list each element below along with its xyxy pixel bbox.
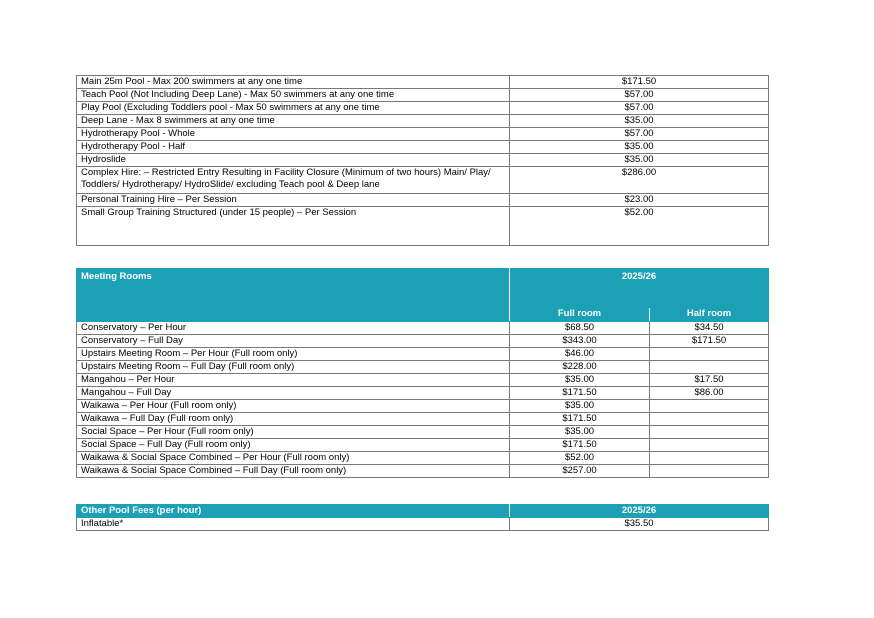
row-full-price: $35.00: [510, 374, 650, 387]
table-row: [77, 207, 769, 246]
row-full-price: $171.50: [510, 387, 650, 400]
other-pool-fees-table: [76, 504, 769, 531]
row-full-price: $35.00: [510, 400, 650, 413]
table-row: [77, 141, 769, 154]
table-row: [77, 89, 769, 102]
table-row: [77, 518, 769, 531]
row-description: Personal Training Hire – Per Session: [77, 194, 510, 207]
table-header-row: [77, 505, 769, 518]
table-row: [77, 374, 769, 387]
row-description: Hydrotherapy Pool - Whole: [77, 128, 510, 141]
table-row: [77, 426, 769, 439]
row-description: Upstairs Meeting Room – Per Hour (Full room only): [77, 348, 510, 361]
meeting-rooms-title: Meeting Rooms: [77, 269, 510, 322]
full-room-header: Full room: [510, 308, 650, 322]
table-header-row: [77, 269, 769, 308]
row-full-price: $68.50: [510, 322, 650, 335]
table-row: [77, 465, 769, 478]
description-line: Complex Hire: – Restricted Entry Resulting in Facility Closure (Minimum of two hours) Main/ Play/: [81, 167, 491, 178]
description-line: Toddlers/ Hydrotherapy/ HydroSlide/ excluding Teach pool & Deep lane: [81, 179, 380, 190]
row-price: $35.00: [510, 141, 769, 154]
row-description: Play Pool (Excluding Toddlers pool - Max 50 swimmers at any one time: [77, 102, 510, 115]
row-price: $171.50: [510, 76, 769, 89]
row-description: Mangahou – Full Day: [77, 387, 510, 400]
row-price: $57.00: [510, 128, 769, 141]
table-row: [77, 128, 769, 141]
row-half-price: [650, 400, 769, 413]
row-half-price: [650, 413, 769, 426]
row-description: Conservatory – Full Day: [77, 335, 510, 348]
table-row: [77, 194, 769, 207]
table-row: [77, 348, 769, 361]
row-description: Main 25m Pool - Max 200 swimmers at any one time: [77, 76, 510, 89]
row-half-price: $17.50: [650, 374, 769, 387]
table-row: [77, 167, 769, 194]
table-row: [77, 322, 769, 335]
row-price: $35.00: [510, 154, 769, 167]
row-description: Mangahou – Per Hour: [77, 374, 510, 387]
meeting-rooms-table: [76, 268, 769, 478]
row-half-price: $34.50: [650, 322, 769, 335]
row-description: Waikawa – Per Hour (Full room only): [77, 400, 510, 413]
table-row: [77, 102, 769, 115]
row-description: Waikawa – Full Day (Full room only): [77, 413, 510, 426]
row-half-price: $171.50: [650, 335, 769, 348]
meeting-rooms-year: 2025/26: [510, 269, 769, 308]
other-pool-fees-year: 2025/26: [510, 505, 769, 518]
row-full-price: $52.00: [510, 452, 650, 465]
row-price: $35.50: [510, 518, 769, 531]
row-half-price: [650, 348, 769, 361]
row-full-price: $46.00: [510, 348, 650, 361]
row-description: Waikawa & Social Space Combined – Full Day (Full room only): [77, 465, 510, 478]
table-row: [77, 387, 769, 400]
row-description: Hydroslide: [77, 154, 510, 167]
row-description: Upstairs Meeting Room – Full Day (Full room only): [77, 361, 510, 374]
row-half-price: [650, 361, 769, 374]
row-price: $57.00: [510, 102, 769, 115]
row-description: Small Group Training Structured (under 15 people) – Per Session: [77, 207, 510, 246]
table-row: [77, 154, 769, 167]
row-description: Conservatory – Per Hour: [77, 322, 510, 335]
row-description: Inflatable*: [77, 518, 510, 531]
other-pool-fees-title: Other Pool Fees (per hour): [77, 505, 510, 518]
row-description: Deep Lane - Max 8 swimmers at any one time: [77, 115, 510, 128]
table-row: [77, 335, 769, 348]
row-description: Teach Pool (Not Including Deep Lane) - Max 50 swimmers at any one time: [77, 89, 510, 102]
row-full-price: $228.00: [510, 361, 650, 374]
row-full-price: $257.00: [510, 465, 650, 478]
row-half-price: [650, 465, 769, 478]
row-half-price: $86.00: [650, 387, 769, 400]
table-row: [77, 76, 769, 89]
table-row: [77, 439, 769, 452]
table-row: [77, 452, 769, 465]
row-description: [77, 167, 510, 194]
row-full-price: $171.50: [510, 413, 650, 426]
row-description: Social Space – Full Day (Full room only): [77, 439, 510, 452]
row-price: $35.00: [510, 115, 769, 128]
row-description: Hydrotherapy Pool - Half: [77, 141, 510, 154]
row-price: $23.00: [510, 194, 769, 207]
row-full-price: $343.00: [510, 335, 650, 348]
table-row: [77, 361, 769, 374]
row-half-price: [650, 452, 769, 465]
half-room-header: Half room: [650, 308, 769, 322]
row-price: $57.00: [510, 89, 769, 102]
row-price: $286.00: [510, 167, 769, 194]
row-description: Social Space – Per Hour (Full room only): [77, 426, 510, 439]
table-row: [77, 400, 769, 413]
table-row: [77, 413, 769, 426]
row-half-price: [650, 439, 769, 452]
row-price: $52.00: [510, 207, 769, 246]
table-row: [77, 115, 769, 128]
pool-fees-table: [76, 75, 769, 246]
row-description: Waikawa & Social Space Combined – Per Hour (Full room only): [77, 452, 510, 465]
row-half-price: [650, 426, 769, 439]
row-full-price: $171.50: [510, 439, 650, 452]
row-full-price: $35.00: [510, 426, 650, 439]
